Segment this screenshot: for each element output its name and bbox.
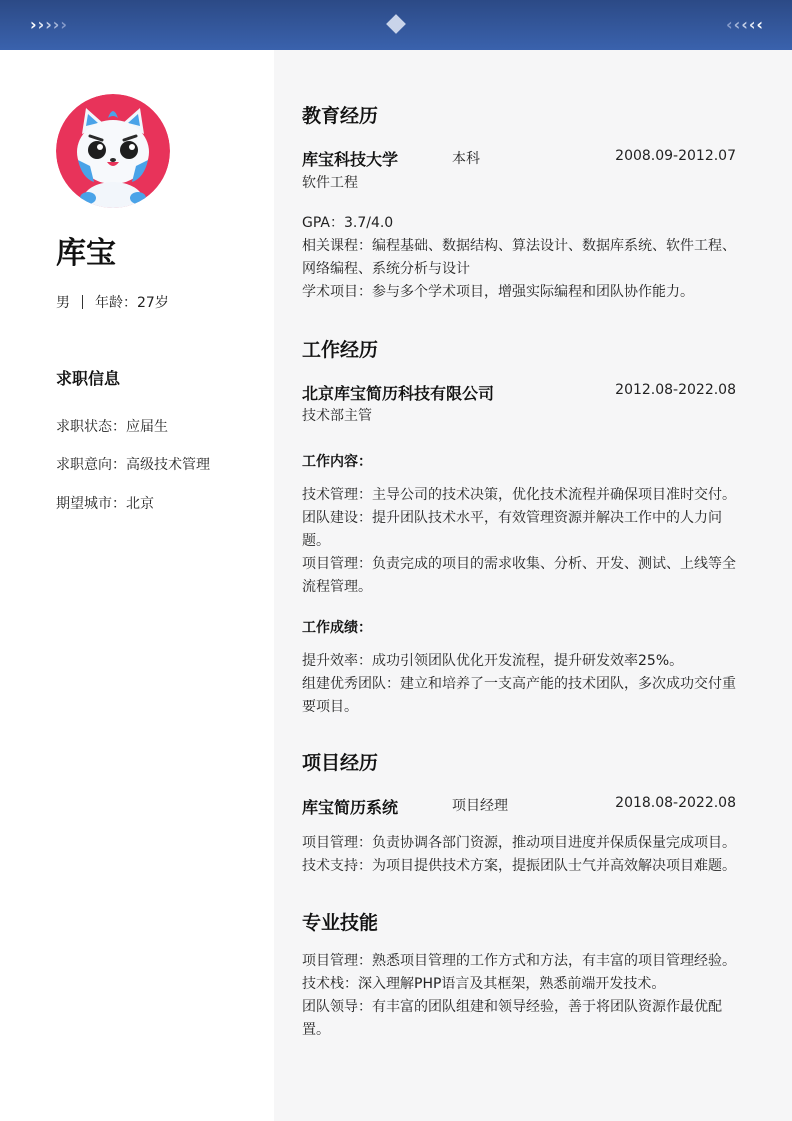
project-line: 技术支持：为项目提供技术方案，提振团队士气并高效解决项目难题。 [302,858,736,874]
work-title: 工作经历 [302,339,379,361]
skill-line: 项目管理：熟悉项目管理的工作方式和方法，有丰富的项目管理经验。 [302,953,736,969]
chevron-left-icon: ‹ [756,15,762,34]
work-position: 技术部主管 [302,408,372,424]
company-name: 北京库宝简历科技有限公司 [302,384,495,403]
basic-info [56,292,169,312]
achievement-line: 提升效率：成功引领团队优化开发流程，提升研发效率25%。 [302,653,684,669]
achievement-line: 组建优秀团队：建立和培养了一支高产能的技术团队，多次成功交付重 [302,676,736,692]
divider [82,295,83,309]
project-title: 项目经历 [302,752,379,774]
project-date: 2018.08-2022.08 [615,795,736,811]
work-content-line: 项目管理：负责完成的项目的需求收集、分析、开发、测试、上线等全 [302,556,736,572]
education-line: GPA：3.7/4.0 [302,215,394,231]
gender: 男 [56,295,70,311]
work-content-heading: 工作内容： [302,454,372,470]
education-title: 教育经历 [302,105,379,127]
chevron-right-icon: › [45,15,51,34]
chevron-right-icon: › [52,15,59,34]
chevron-left-icon: ‹ [726,15,732,34]
chevron-right-icon: › [60,15,66,34]
degree: 本科 [452,151,480,167]
work-content-line: 题。 [302,533,330,549]
education-line: 网络编程、系统分析与设计 [302,261,470,277]
school-name: 库宝科技大学 [302,150,399,169]
work-content-line: 流程管理。 [302,579,372,595]
chevron-left-icon [726,15,762,35]
chevron-right-icon [30,15,66,35]
header-band [0,0,792,50]
avatar [56,94,170,208]
skill-line: 置。 [302,1022,330,1038]
chevron-left-icon: ‹ [733,15,740,34]
age: 年龄：27岁 [95,295,169,311]
chevron-right-icon: › [37,15,44,34]
major: 软件工程 [302,175,358,191]
education-line: 学术项目：参与多个学术项目，增强实际编程和团队协作能力。 [302,284,694,300]
education-date: 2008.09-2012.07 [615,148,736,164]
project-line: 项目管理：负责协调各部门资源，推动项目进度并保质保量完成项目。 [302,835,736,851]
chevron-left-icon: ‹ [748,15,755,34]
education-line: 相关课程：编程基础、数据结构、算法设计、数据库系统、软件工程、 [302,238,736,254]
job-intent: 求职意向：高级技术管理 [56,457,210,473]
achievement-line: 要项目。 [302,699,358,715]
skill-line: 技术栈：深入理解PHP语言及其框架，熟悉前端开发技术。 [302,976,666,992]
diamond-icon [386,14,406,34]
job-intent-heading: 求职信息 [56,369,121,388]
skill-line: 团队领导：有丰富的团队组建和领导经验，善于将团队资源作最优配 [302,999,722,1015]
cat-mascot-avatar [56,94,170,208]
job-status: 求职状态：应届生 [56,419,168,435]
chevron-right-icon: › [30,15,36,34]
chevron-left-icon: ‹ [741,15,747,34]
project-role: 项目经理 [452,798,508,814]
skills-title: 专业技能 [302,912,379,934]
work-content-line: 技术管理：主导公司的技术决策，优化技术流程并确保项目准时交付。 [302,487,736,503]
sidebar [0,50,274,1121]
candidate-name: 库宝 [56,236,116,271]
project-name: 库宝简历系统 [302,798,399,817]
work-date: 2012.08-2022.08 [615,382,736,398]
work-achievements-heading: 工作成绩： [302,620,372,636]
expected-city: 期望城市：北京 [56,496,154,512]
work-content-line: 团队建设：提升团队技术水平，有效管理资源并解决工作中的人力问 [302,510,722,526]
